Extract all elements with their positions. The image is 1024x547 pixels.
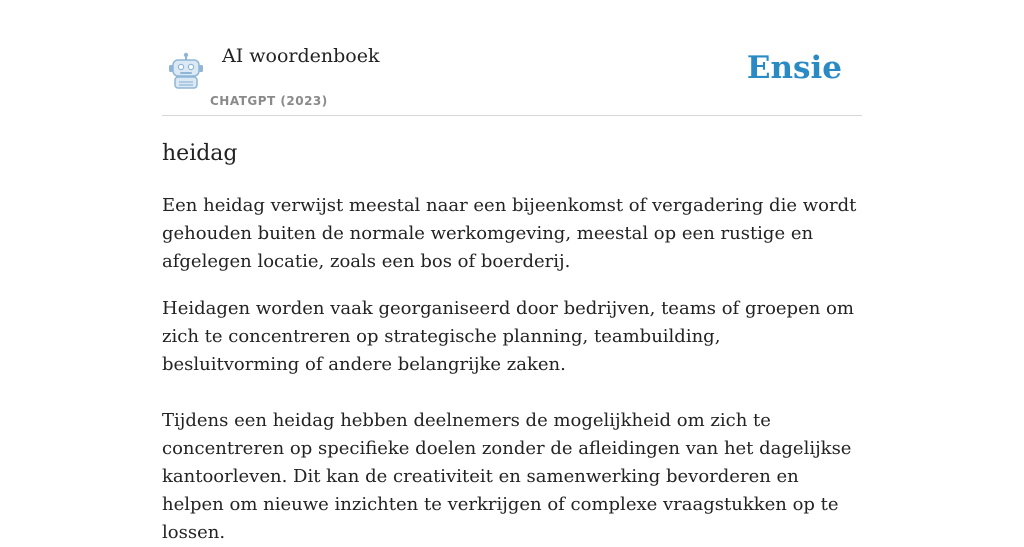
source-title[interactable]: AI woordenboek (222, 45, 380, 67)
brand-logo[interactable]: Ensie (746, 50, 842, 86)
definition-paragraph: Heidagen worden vaak georganiseerd door bedrijven, teams of groepen om zich te concentreren op strategische planning, teambuilding, besluitvorming of andere belangrijke zaken. (162, 298, 854, 375)
source-subtitle: CHATGPT (2023) (210, 94, 328, 108)
definition-paragraph: Tijdens een heidag hebben deelnemers de mogelijkheid om zich te concentreren op specifieke doelen zonder de afleidingen van het dagelijkse kantoorleven. Dit kan de creativiteit en samenwerking bevorderen en helpen om nieuwe inzichten te verkrijgen of complexe vraagstukken op te lossen. (162, 410, 852, 543)
content-container (162, 0, 862, 543)
source-header (162, 0, 862, 116)
robot-icon (166, 52, 206, 90)
entry-term: heidag (162, 141, 238, 166)
definition-paragraph: Een heidag verwijst meestal naar een bijeenkomst of vergadering die wordt gehouden buiten de normale werkomgeving, meestal op een rustige en afgelegen locatie, zoals een bos of boerderij. (162, 195, 857, 272)
